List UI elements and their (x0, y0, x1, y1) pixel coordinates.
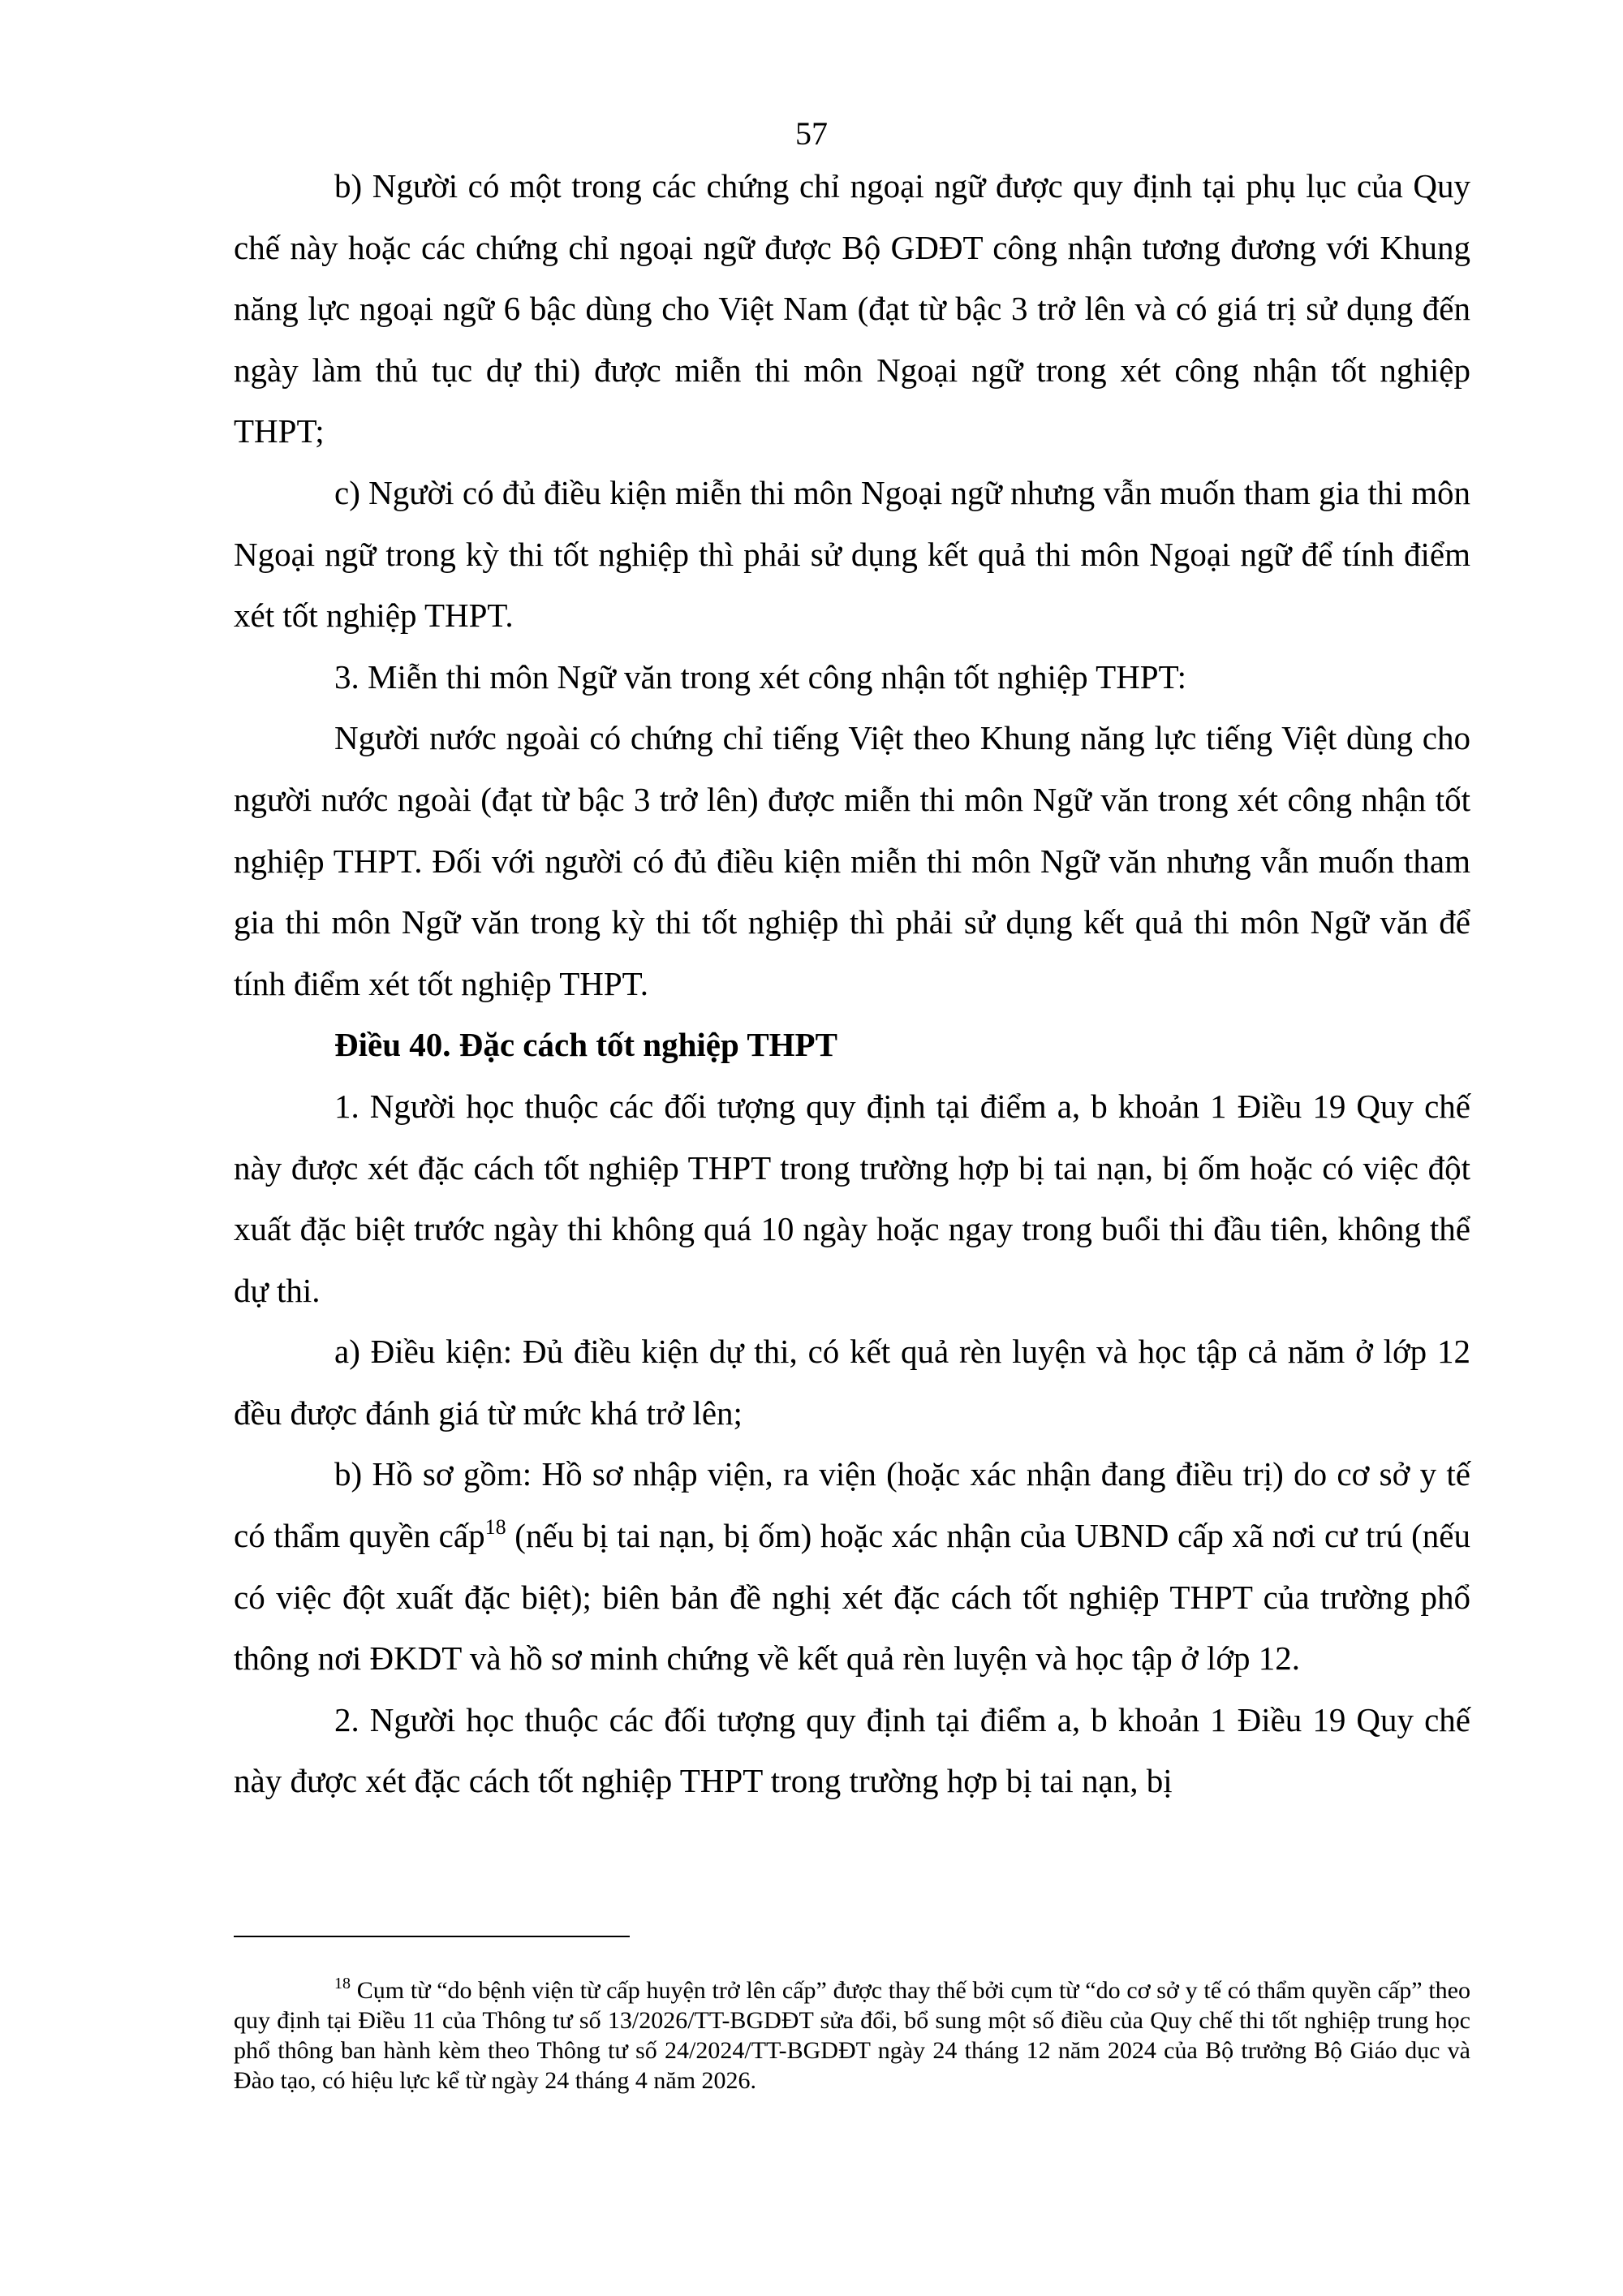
footnote-text: Cụm từ “do bệnh viện từ cấp huyện trở lên cấp” được thay thế bởi cụm từ “do cơ sở y tế có thẩm quyền cấp” theo quy định tại Điều 11 của Thông tư số 13/2026/TT-BGDĐT sửa đổi, bổ sung một số điều của Quy chế thi tốt nghiệp trung học phổ thông ban hành kèm theo Thông tư số 24/2024/TT-BGDĐT ngày 24 tháng 12 năm 2024 của Bộ trưởng Bộ Giáo dục và Đào tạo, có hiệu lực kể từ ngày 24 tháng 4 năm 2026. (234, 1977, 1470, 2094)
paragraph-conditions: a) Điều kiện: Đủ điều kiện dự thi, có kết quả rèn luyện và học tập cả năm ở lớp 12 đều được đánh giá từ mức khá trở lên; (234, 1333, 1470, 1432)
dossier-text-end: (nếu bị tai nạn, bị ốm) hoặc xác nhận của UBND cấp xã nơi cư trú (nếu có việc đột xuất đặc biệt); biên bản đề nghị xét đặc cách tốt nghiệp THPT của trường phổ thông nơi ĐKDT và hồ sơ minh chứng về kết quả rèn luyện và học tập ở lớp 12. (234, 1517, 1470, 1678)
footnote (234, 1975, 1470, 2096)
paragraph-literature-exemption-title: 3. Miễn thi môn Ngữ văn trong xét công nhận tốt nghiệp THPT: (334, 657, 1187, 696)
paragraph-literature-exemption-body: Người nước ngoài có chứng chỉ tiếng Việt theo Khung năng lực tiếng Việt dùng cho người nước ngoài (đạt từ bậc 3 trở lên) được miễn thi môn Ngữ văn trong xét công nhận tốt nghiệp THPT. Đối với người có đủ điều kiện miễn thi môn Ngữ văn nhưng vẫn muốn tham gia thi môn Ngữ văn trong kỳ thi tốt nghiệp thì phải sử dụng kết quả thi môn Ngữ văn để tính điểm xét tốt nghiệp THPT. (234, 719, 1470, 1002)
dossier-text-start: b) Hồ sơ gồm: Hồ sơ nhập viện, ra viện (hoặc xác nhận đang điều trị) do cơ sở y tế có thẩm quyền cấp (234, 1455, 1470, 1555)
paragraph-dossier (234, 1444, 1470, 1689)
paragraph-foreign-language-optional-exam: c) Người có đủ điều kiện miễn thi môn Ngoại ngữ nhưng vẫn muốn tham gia thi môn Ngoại ngữ trong kỳ thi tốt nghiệp thì phải sử dụng kết quả thi môn Ngoại ngữ để tính điểm xét tốt nghiệp THPT. (234, 473, 1470, 635)
document-body (234, 156, 1470, 1812)
paragraph-special-graduation-clause-2: 2. Người học thuộc các đối tượng quy định tại điểm a, b khoản 1 Điều 19 Quy chế này được xét đặc cách tốt nghiệp THPT trong trường hợp bị tai nạn, bị (234, 1700, 1470, 1800)
footnote-divider (234, 1936, 630, 1937)
page-number: 57 (795, 115, 828, 152)
footnote-reference[interactable]: 18 (484, 1515, 506, 1540)
footnote-number: 18 (334, 1975, 351, 1992)
article-40-heading: Điều 40. Đặc cách tốt nghiệp THPT (334, 1026, 837, 1064)
paragraph-special-graduation-clause-1: 1. Người học thuộc các đối tượng quy định tại điểm a, b khoản 1 Điều 19 Quy chế này được xét đặc cách tốt nghiệp THPT trong trường hợp bị tai nạn, bị ốm hoặc có việc đột xuất đặc biệt trước ngày thi không quá 10 ngày hoặc ngay trong buổi thi đầu tiên, không thể dự thi. (234, 1087, 1470, 1309)
paragraph-foreign-language-certificate: b) Người có một trong các chứng chỉ ngoại ngữ được quy định tại phụ lục của Quy chế này hoặc các chứng chỉ ngoại ngữ được Bộ GDĐT công nhận tương đương với Khung năng lực ngoại ngữ 6 bậc dùng cho Việt Nam (đạt từ bậc 3 trở lên và có giá trị sử dụng đến ngày làm thủ tục dự thi) được miễn thi môn Ngoại ngữ trong xét công nhận tốt nghiệp THPT; (234, 167, 1470, 450)
